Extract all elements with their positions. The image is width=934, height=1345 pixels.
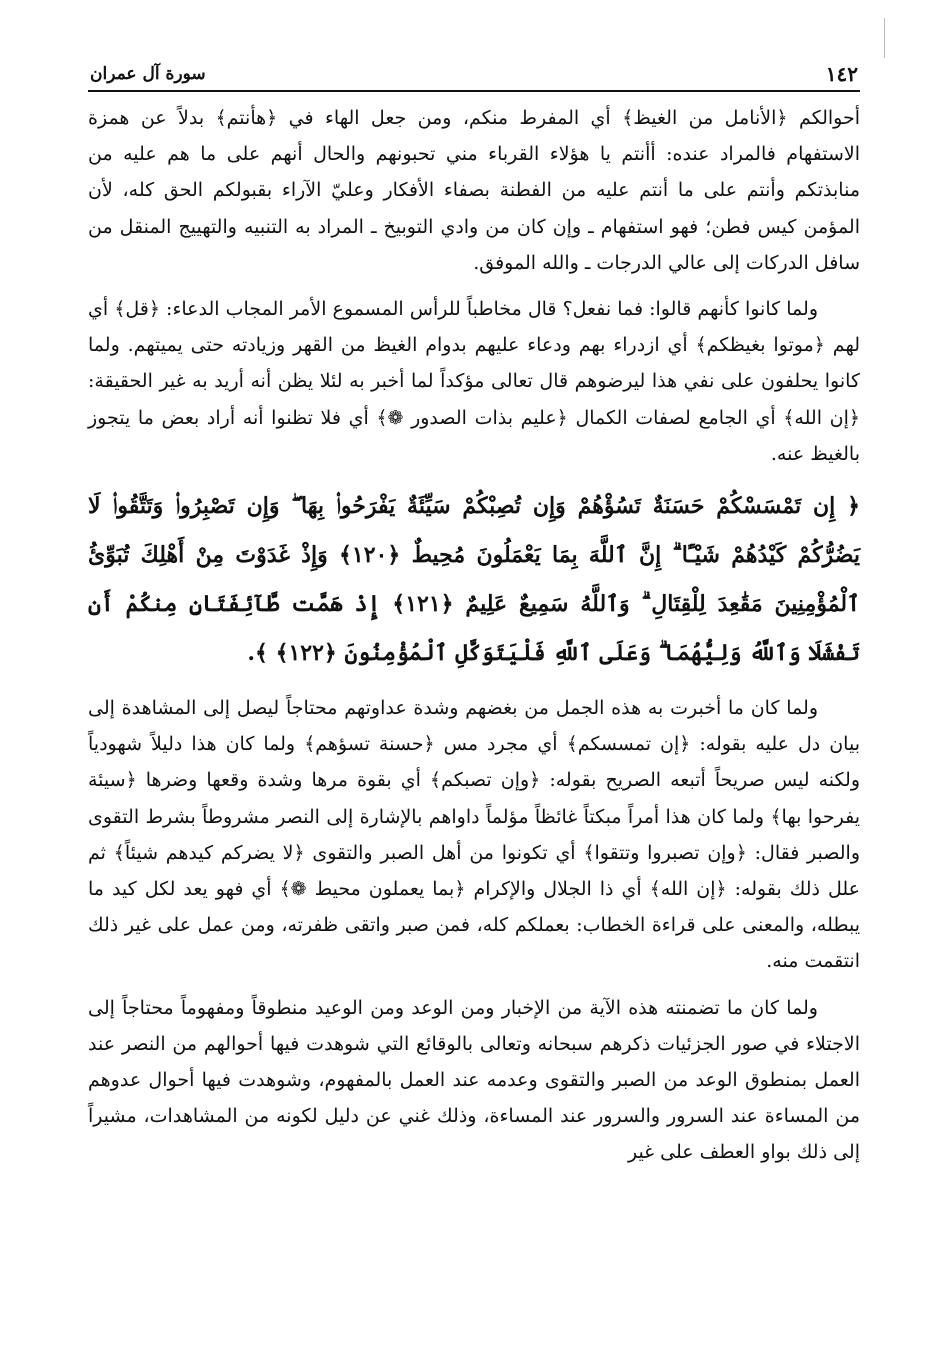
page-header bbox=[88, 58, 860, 92]
scan-edge-mark bbox=[884, 18, 885, 58]
paragraph-4: ولما كان ما تضمنته هذه الآية من الإخبار ومن الوعد ومن الوعيد منطوقاً ومفهوماً محتاجاً إلى الاجتلاء في صور الجزئيات ذكرهم سبحانه وتعالى بالوقائع التي شوهدت فيها أحوالهم من النصر عند العمل بمنطوق الوعد من الصبر والتقوى وعدمه عند العمل بالمفهوم، وشوهدت فيها أحوال عدوهم من المساءة عند السرور والسرور عند المساءة، وذلك غني عن دليل لكونه من المشاهدات، مشيراً إلى ذلك بواو العطف على غير bbox=[88, 996, 860, 1164]
surah-title: سورة آل عمران bbox=[90, 64, 206, 84]
paragraph-3: ولما كان ما أخبرت به هذه الجمل من بغضهم وشدة عداوتهم محتاجاً ليصل إلى المشاهدة إلى بيان دل عليه بقوله: ﴿إن تمسسكم﴾ أي مجرد مس ﴿حسنة تسؤهم﴾ ولما كان هذا دليلاً شهودياً ولكنه ليس صريحاً أتبعه الصريح بقوله: ﴿وإن تصبكم﴾ أي بقوة مرها وشدة وقعها وضرها ﴿سيئة يفرحوا بها﴾ ولما كان هذا أمراً مبكتاً غائظاً مؤلماً داواهم بالإشارة إلى النصر مشروطاً بشرط التقوى والصبر فقال: ﴿وإن تصبروا وتتقوا﴾ أي تكونوا من أهل الصبر والتقوى ﴿لا يضركم كيدهم شيئاً﴾ ثم علل ذلك بقوله: ﴿إن الله﴾ أي ذا الجلال والإكرام ﴿بما يعملون محيط ❁﴾ أي فهو يعد لكل كيد ما يبطله، والمعنى على قراءة الخطاب: بعملكم كله، فمن صبر واتقى ظفرته، ومن عمل على غير ذلك انتقمت منه. bbox=[88, 697, 860, 973]
quran-verse-block: ﴿ إِن تَمْسَسْكُمْ حَسَنَةٌ تَسُؤْهُمْ وَإِن تُصِبْكُمْ سَيِّئَةٌ يَفْرَحُوا۟ بِهَا ۖ وَإِن تَصْبِرُوا۟ وَتَتَّقُوا۟ لَا يَضُرُّكُمْ كَيْدُهُمْ شَيْـًٔا ۗ إِنَّ ٱللَّهَ بِمَا يَعْمَلُونَ مُحِيطٌ ﴿١٢٠﴾ وَإِذْ غَدَوْتَ مِنْ أَهْلِكَ تُبَوِّئُ ٱلْمُؤْمِنِينَ مَقَٰعِدَ لِلْقِتَالِ ۗ وَٱللَّهُ سَمِيعٌ عَلِيمٌ ﴿١٢١﴾ إِذْ هَمَّت طَّآئِفَتَانِ مِنكُمْ أَن تَفْشَلَا وَٱللَّهُ وَلِيُّهُمَا ۗ وَعَلَى ٱللَّهِ فَلْيَتَوَكَّلِ ٱلْمُؤْمِنُونَ ﴿١٢٢﴾ ﴾. bbox=[88, 493, 861, 667]
paragraph-1: أحوالكم ﴿الأنامل من الغيظ﴾ أي المفرط منكم، ومن جعل الهاء في ﴿هأنتم﴾ بدلاً عن همزة الاستفهام فالمراد عنده: أأنتم يا هؤلاء القرباء مني تحبونهم والحال أنهم على ما هم عليه من منابذتكم وأنتم على ما أنتم عليه من الفطنة بصفاء الأفكار وعليّ الآراء بقبولكم الحق كله، لأن المؤمن كيس فطن؛ فهو استفهام ـ وإن كان من وادي التوبيخ ـ المراد به التنبيه والتهييج المنقل من سافل الدركات إلى عالي الدرجات ـ والله الموفق. bbox=[88, 107, 860, 274]
page-number: ١٤٢ bbox=[825, 62, 858, 86]
page-body bbox=[88, 100, 860, 1181]
paragraph-2: ولما كانوا كأنهم قالوا: فما نفعل؟ قال مخاطباً للرأس المسموع الأمر المجاب الدعاء: ﴿قل﴾ أي لهم ﴿موتوا بغيظكم﴾ أي ازدراء بهم ودعاء عليهم بدوام الغيظ من القهر وزيادته حتى يميتهم. ولما كانوا يحلفون على نفي هذا ليرضوهم قال تعالى مؤكداً لما أخبر به لئلا يظن أنه أريد به غير الحقيقة: ﴿إن الله﴾ أي الجامع لصفات الكمال ﴿عليم بذات الصدور ❁﴾ أي فلا تظنوا أنه أراد بعض ما يتجوز بالغيظ عنه. bbox=[88, 298, 860, 465]
